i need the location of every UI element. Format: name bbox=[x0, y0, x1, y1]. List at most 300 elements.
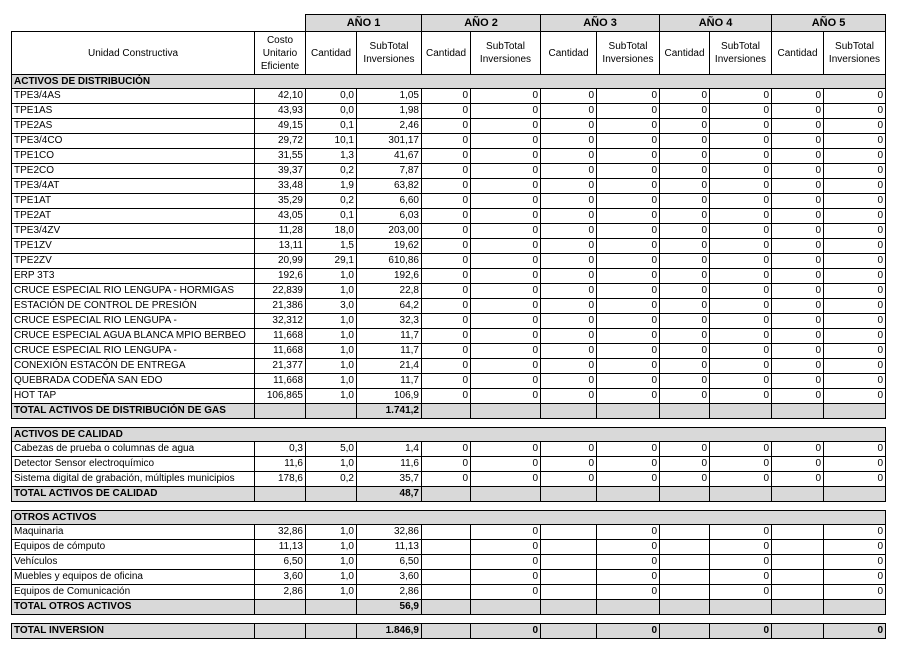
year-4-subtotal: 0 bbox=[710, 472, 772, 487]
unit-name: TPE2CO bbox=[12, 164, 255, 179]
year-2-quantity: 0 bbox=[422, 344, 471, 359]
year-3-subtotal: 0 bbox=[597, 525, 660, 540]
year-3-subtotal: 0 bbox=[597, 224, 660, 239]
year-3-quantity: 0 bbox=[541, 224, 597, 239]
year-3-subtotal: 0 bbox=[597, 472, 660, 487]
year-3-grand-total: 0 bbox=[597, 624, 660, 639]
table-row bbox=[12, 472, 886, 487]
year-1-quantity: 1,9 bbox=[306, 179, 357, 194]
year-3-qty-header: Cantidad bbox=[541, 32, 597, 75]
year-5-subtotal: 0 bbox=[824, 457, 886, 472]
year-4-subtotal: 0 bbox=[710, 224, 772, 239]
unit-cost: 11,668 bbox=[255, 329, 306, 344]
year-5-subtotal: 0 bbox=[824, 104, 886, 119]
year-1-subtotal: 1,4 bbox=[357, 442, 422, 457]
year-2-subtotal: 0 bbox=[471, 389, 541, 404]
year-5-subtotal: 0 bbox=[824, 329, 886, 344]
year-3-quantity: 0 bbox=[541, 442, 597, 457]
unit-name: Equipos de cómputo bbox=[12, 540, 255, 555]
year-3-subtotal: 0 bbox=[597, 149, 660, 164]
year-2-header: AÑO 2 bbox=[422, 15, 541, 32]
year-2-subtotal: 0 bbox=[471, 359, 541, 374]
year-5-subtotal: 0 bbox=[824, 134, 886, 149]
year-2-quantity: 0 bbox=[422, 134, 471, 149]
spacer-row bbox=[12, 502, 886, 511]
empty-cell bbox=[597, 600, 660, 615]
year-3-quantity: 0 bbox=[541, 374, 597, 389]
unit-cost: 42,10 bbox=[255, 89, 306, 104]
table-row bbox=[12, 389, 886, 404]
year-5-quantity: 0 bbox=[772, 209, 824, 224]
unit-name: TPE2AT bbox=[12, 209, 255, 224]
year-3-quantity: 0 bbox=[541, 389, 597, 404]
year-2-subtotal: 0 bbox=[471, 344, 541, 359]
year-5-subtotal: 0 bbox=[824, 389, 886, 404]
year-5-quantity: 0 bbox=[772, 164, 824, 179]
year-1-subtotal: 11,13 bbox=[357, 540, 422, 555]
year-4-quantity: 0 bbox=[660, 194, 710, 209]
year-5-quantity: 0 bbox=[772, 359, 824, 374]
unit-name: Maquinaria bbox=[12, 525, 255, 540]
empty-cell bbox=[772, 624, 824, 639]
year-3-subtotal: 0 bbox=[597, 585, 660, 600]
unit-cost: 32,312 bbox=[255, 314, 306, 329]
grand-total-label: TOTAL INVERSION bbox=[12, 624, 255, 639]
spacer bbox=[12, 502, 886, 511]
year-2-subtotal: 0 bbox=[471, 209, 541, 224]
year-4-subtotal: 0 bbox=[710, 134, 772, 149]
year-2-subtotal: 0 bbox=[471, 329, 541, 344]
section-total-label: TOTAL ACTIVOS DE CALIDAD bbox=[12, 487, 255, 502]
empty-cell bbox=[824, 487, 886, 502]
year-4-subtotal: 0 bbox=[710, 239, 772, 254]
year-1-header: AÑO 1 bbox=[306, 15, 422, 32]
year-4-subtotal: 0 bbox=[710, 457, 772, 472]
empty-cell bbox=[255, 404, 306, 419]
year-3-subtotal: 0 bbox=[597, 164, 660, 179]
section-title: OTROS ACTIVOS bbox=[12, 511, 886, 525]
year-5-subtotal: 0 bbox=[824, 239, 886, 254]
year-5-subtotal: 0 bbox=[824, 194, 886, 209]
empty-cell bbox=[660, 487, 710, 502]
empty-cell bbox=[422, 404, 471, 419]
year-5-quantity: 0 bbox=[772, 194, 824, 209]
year-2-subtotal: 0 bbox=[471, 540, 541, 555]
year-3-quantity: 0 bbox=[541, 359, 597, 374]
year-4-quantity: 0 bbox=[660, 164, 710, 179]
year-4-quantity: 0 bbox=[660, 374, 710, 389]
unit-name: Sistema digital de grabación, múltiples municipios bbox=[12, 472, 255, 487]
year-1-subtotal: 1,05 bbox=[357, 89, 422, 104]
unit-cost: 11,668 bbox=[255, 344, 306, 359]
year-5-subtotal: 0 bbox=[824, 269, 886, 284]
unit-name: Equipos de Comunicación bbox=[12, 585, 255, 600]
unit-name: TPE1AT bbox=[12, 194, 255, 209]
unit-cost: 2,86 bbox=[255, 585, 306, 600]
year-3-subtotal: 0 bbox=[597, 119, 660, 134]
table-row bbox=[12, 457, 886, 472]
year-3-subtotal: 0 bbox=[597, 269, 660, 284]
year-2-quantity bbox=[422, 540, 471, 555]
year-5-subtotal: 0 bbox=[824, 525, 886, 540]
section-total-row bbox=[12, 404, 886, 419]
unit-name: CRUCE ESPECIAL AGUA BLANCA MPIO BERBEO bbox=[12, 329, 255, 344]
table-row bbox=[12, 299, 886, 314]
year-5-quantity bbox=[772, 585, 824, 600]
year-5-quantity: 0 bbox=[772, 389, 824, 404]
year-3-subtotal: 0 bbox=[597, 442, 660, 457]
year-1-subtotal: 1,98 bbox=[357, 104, 422, 119]
year-3-subtotal: 0 bbox=[597, 457, 660, 472]
table-row bbox=[12, 555, 886, 570]
unit-name: TPE1AS bbox=[12, 104, 255, 119]
year-3-subtotal-header: SubTotal Inversiones bbox=[597, 32, 660, 75]
unit-name: TPE1ZV bbox=[12, 239, 255, 254]
year-4-quantity: 0 bbox=[660, 134, 710, 149]
spacer-row bbox=[12, 615, 886, 624]
year-1-quantity: 1,0 bbox=[306, 359, 357, 374]
unit-cost: 6,50 bbox=[255, 555, 306, 570]
year-3-quantity: 0 bbox=[541, 134, 597, 149]
year-4-subtotal: 0 bbox=[710, 164, 772, 179]
empty-cell bbox=[306, 624, 357, 639]
unit-name: ESTACIÓN DE CONTROL DE PRESIÓN bbox=[12, 299, 255, 314]
year-4-quantity: 0 bbox=[660, 209, 710, 224]
year-1-subtotal: 19,62 bbox=[357, 239, 422, 254]
unit-cost: 11,668 bbox=[255, 374, 306, 389]
table-row bbox=[12, 314, 886, 329]
empty-cell bbox=[710, 487, 772, 502]
table-row bbox=[12, 344, 886, 359]
year-1-subtotal: 64,2 bbox=[357, 299, 422, 314]
year-2-subtotal-header: SubTotal Inversiones bbox=[471, 32, 541, 75]
year-2-quantity: 0 bbox=[422, 209, 471, 224]
year-4-subtotal: 0 bbox=[710, 359, 772, 374]
year-2-quantity: 0 bbox=[422, 224, 471, 239]
section-total-value: 48,7 bbox=[357, 487, 422, 502]
year-3-quantity: 0 bbox=[541, 194, 597, 209]
year-4-subtotal: 0 bbox=[710, 194, 772, 209]
year-1-quantity: 1,3 bbox=[306, 149, 357, 164]
unit-cost: 43,93 bbox=[255, 104, 306, 119]
year-1-subtotal: 11,7 bbox=[357, 329, 422, 344]
empty-cell bbox=[660, 404, 710, 419]
year-2-quantity bbox=[422, 525, 471, 540]
year-3-quantity: 0 bbox=[541, 164, 597, 179]
unit-name: TPE3/4CO bbox=[12, 134, 255, 149]
year-5-subtotal: 0 bbox=[824, 299, 886, 314]
year-2-quantity bbox=[422, 585, 471, 600]
year-4-quantity: 0 bbox=[660, 104, 710, 119]
year-3-subtotal: 0 bbox=[597, 239, 660, 254]
year-3-quantity: 0 bbox=[541, 329, 597, 344]
table-row bbox=[12, 89, 886, 104]
year-4-quantity: 0 bbox=[660, 254, 710, 269]
year-1-subtotal: 32,86 bbox=[357, 525, 422, 540]
year-2-quantity: 0 bbox=[422, 329, 471, 344]
year-3-subtotal: 0 bbox=[597, 359, 660, 374]
investment-table bbox=[11, 14, 886, 639]
year-4-subtotal-header: SubTotal Inversiones bbox=[710, 32, 772, 75]
year-5-subtotal: 0 bbox=[824, 555, 886, 570]
year-2-subtotal: 0 bbox=[471, 442, 541, 457]
year-3-subtotal: 0 bbox=[597, 314, 660, 329]
year-2-subtotal: 0 bbox=[471, 164, 541, 179]
unit-cost: 13,11 bbox=[255, 239, 306, 254]
year-3-quantity bbox=[541, 585, 597, 600]
year-5-quantity bbox=[772, 540, 824, 555]
empty-cell bbox=[255, 487, 306, 502]
table-row bbox=[12, 119, 886, 134]
year-1-subtotal: 7,87 bbox=[357, 164, 422, 179]
year-2-subtotal: 0 bbox=[471, 374, 541, 389]
year-2-quantity: 0 bbox=[422, 472, 471, 487]
empty-cell bbox=[306, 487, 357, 502]
unit-cost: 11,6 bbox=[255, 457, 306, 472]
year-1-subtotal: 2,86 bbox=[357, 585, 422, 600]
year-2-quantity: 0 bbox=[422, 359, 471, 374]
cost-column-header: Costo Unitario Eficiente bbox=[255, 32, 306, 75]
year-1-quantity: 1,0 bbox=[306, 284, 357, 299]
year-3-quantity: 0 bbox=[541, 314, 597, 329]
year-4-subtotal: 0 bbox=[710, 119, 772, 134]
empty-cell bbox=[772, 600, 824, 615]
empty-cell bbox=[422, 600, 471, 615]
year-4-subtotal: 0 bbox=[710, 389, 772, 404]
year-1-quantity: 0,1 bbox=[306, 209, 357, 224]
unit-cost: 106,865 bbox=[255, 389, 306, 404]
unit-name: Muebles y equipos de oficina bbox=[12, 570, 255, 585]
year-5-quantity bbox=[772, 525, 824, 540]
empty-cell bbox=[471, 487, 541, 502]
year-4-quantity: 0 bbox=[660, 89, 710, 104]
year-4-quantity bbox=[660, 585, 710, 600]
empty-cell bbox=[824, 600, 886, 615]
unit-cost: 11,28 bbox=[255, 224, 306, 239]
empty-cell bbox=[541, 404, 597, 419]
year-1-quantity: 0,2 bbox=[306, 194, 357, 209]
year-5-quantity: 0 bbox=[772, 104, 824, 119]
year-2-subtotal: 0 bbox=[471, 269, 541, 284]
year-5-quantity: 0 bbox=[772, 314, 824, 329]
year-3-subtotal: 0 bbox=[597, 555, 660, 570]
year-4-quantity: 0 bbox=[660, 314, 710, 329]
unit-name: CONEXIÓN ESTACÓN DE ENTREGA bbox=[12, 359, 255, 374]
section-total-row bbox=[12, 600, 886, 615]
year-4-grand-total: 0 bbox=[710, 624, 772, 639]
year-5-quantity: 0 bbox=[772, 179, 824, 194]
year-5-subtotal: 0 bbox=[824, 149, 886, 164]
year-4-subtotal: 0 bbox=[710, 314, 772, 329]
year-5-subtotal: 0 bbox=[824, 570, 886, 585]
unit-name: TPE3/4ZV bbox=[12, 224, 255, 239]
section-total-row bbox=[12, 487, 886, 502]
table-row bbox=[12, 525, 886, 540]
year-4-quantity: 0 bbox=[660, 344, 710, 359]
year-4-quantity: 0 bbox=[660, 299, 710, 314]
year-5-subtotal: 0 bbox=[824, 179, 886, 194]
year-4-quantity: 0 bbox=[660, 284, 710, 299]
year-2-subtotal: 0 bbox=[471, 194, 541, 209]
year-3-subtotal: 0 bbox=[597, 389, 660, 404]
year-3-subtotal: 0 bbox=[597, 194, 660, 209]
year-3-subtotal: 0 bbox=[597, 374, 660, 389]
year-2-subtotal: 0 bbox=[471, 239, 541, 254]
year-1-subtotal: 203,00 bbox=[357, 224, 422, 239]
empty-cell bbox=[660, 600, 710, 615]
year-5-quantity: 0 bbox=[772, 239, 824, 254]
table-row bbox=[12, 284, 886, 299]
year-3-quantity: 0 bbox=[541, 179, 597, 194]
table-row bbox=[12, 149, 886, 164]
year-2-quantity: 0 bbox=[422, 442, 471, 457]
year-4-header: AÑO 4 bbox=[660, 15, 772, 32]
year-5-subtotal: 0 bbox=[824, 209, 886, 224]
year-1-subtotal: 106,9 bbox=[357, 389, 422, 404]
year-1-quantity: 18,0 bbox=[306, 224, 357, 239]
empty-cell bbox=[541, 624, 597, 639]
unit-cost: 192,6 bbox=[255, 269, 306, 284]
year-1-subtotal: 301,17 bbox=[357, 134, 422, 149]
section-total-value: 1.741,2 bbox=[357, 404, 422, 419]
year-1-subtotal: 6,50 bbox=[357, 555, 422, 570]
year-3-quantity: 0 bbox=[541, 89, 597, 104]
year-4-quantity: 0 bbox=[660, 359, 710, 374]
year-2-quantity: 0 bbox=[422, 194, 471, 209]
year-4-quantity: 0 bbox=[660, 239, 710, 254]
year-4-quantity: 0 bbox=[660, 269, 710, 284]
table-row bbox=[12, 224, 886, 239]
year-4-quantity: 0 bbox=[660, 179, 710, 194]
year-2-quantity bbox=[422, 555, 471, 570]
year-2-subtotal: 0 bbox=[471, 585, 541, 600]
year-4-subtotal: 0 bbox=[710, 585, 772, 600]
year-3-quantity bbox=[541, 540, 597, 555]
year-1-quantity: 1,0 bbox=[306, 344, 357, 359]
year-3-subtotal: 0 bbox=[597, 344, 660, 359]
year-2-subtotal: 0 bbox=[471, 299, 541, 314]
year-4-quantity: 0 bbox=[660, 329, 710, 344]
year-2-subtotal: 0 bbox=[471, 457, 541, 472]
empty-cell bbox=[422, 624, 471, 639]
year-1-subtotal: 6,03 bbox=[357, 209, 422, 224]
year-5-subtotal: 0 bbox=[824, 224, 886, 239]
year-3-subtotal: 0 bbox=[597, 570, 660, 585]
year-4-quantity bbox=[660, 525, 710, 540]
year-5-subtotal: 0 bbox=[824, 585, 886, 600]
column-header-row bbox=[12, 32, 886, 75]
year-1-subtotal: 21,4 bbox=[357, 359, 422, 374]
year-4-quantity bbox=[660, 540, 710, 555]
unit-cost: 31,55 bbox=[255, 149, 306, 164]
year-2-subtotal: 0 bbox=[471, 472, 541, 487]
table-row bbox=[12, 179, 886, 194]
year-2-quantity: 0 bbox=[422, 89, 471, 104]
year-3-quantity: 0 bbox=[541, 269, 597, 284]
year-4-subtotal: 0 bbox=[710, 269, 772, 284]
year-2-quantity: 0 bbox=[422, 389, 471, 404]
year-2-quantity: 0 bbox=[422, 119, 471, 134]
unit-cost: 178,6 bbox=[255, 472, 306, 487]
year-4-subtotal: 0 bbox=[710, 149, 772, 164]
year-3-quantity: 0 bbox=[541, 239, 597, 254]
year-5-quantity: 0 bbox=[772, 89, 824, 104]
unit-name: Cabezas de prueba o columnas de agua bbox=[12, 442, 255, 457]
year-5-quantity: 0 bbox=[772, 134, 824, 149]
year-1-quantity: 0,1 bbox=[306, 119, 357, 134]
empty-cell bbox=[772, 487, 824, 502]
year-5-quantity: 0 bbox=[772, 119, 824, 134]
year-1-subtotal: 35,7 bbox=[357, 472, 422, 487]
year-1-subtotal: 22,8 bbox=[357, 284, 422, 299]
investment-table-container bbox=[11, 14, 886, 639]
year-1-quantity: 1,0 bbox=[306, 389, 357, 404]
year-5-subtotal: 0 bbox=[824, 89, 886, 104]
table-row bbox=[12, 585, 886, 600]
year-1-subtotal-header: SubTotal Inversiones bbox=[357, 32, 422, 75]
year-1-subtotal: 41,67 bbox=[357, 149, 422, 164]
table-row bbox=[12, 374, 886, 389]
year-1-subtotal: 2,46 bbox=[357, 119, 422, 134]
table-row bbox=[12, 134, 886, 149]
year-2-quantity bbox=[422, 570, 471, 585]
unit-name: QUEBRADA CODEÑA SAN EDO bbox=[12, 374, 255, 389]
year-4-quantity: 0 bbox=[660, 472, 710, 487]
unit-name: TPE3/4AT bbox=[12, 179, 255, 194]
section-total-label: TOTAL OTROS ACTIVOS bbox=[12, 600, 255, 615]
year-5-subtotal: 0 bbox=[824, 344, 886, 359]
year-4-subtotal: 0 bbox=[710, 209, 772, 224]
year-1-quantity: 1,0 bbox=[306, 314, 357, 329]
unit-name: TPE3/4AS bbox=[12, 89, 255, 104]
grand-total-row bbox=[12, 624, 886, 639]
table-row bbox=[12, 254, 886, 269]
grand-total-value: 1.846,9 bbox=[357, 624, 422, 639]
year-5-quantity: 0 bbox=[772, 344, 824, 359]
year-2-subtotal: 0 bbox=[471, 224, 541, 239]
unit-cost: 20,99 bbox=[255, 254, 306, 269]
year-1-subtotal: 11,6 bbox=[357, 457, 422, 472]
year-1-quantity: 1,0 bbox=[306, 457, 357, 472]
year-5-subtotal-header: SubTotal Inversiones bbox=[824, 32, 886, 75]
year-2-quantity: 0 bbox=[422, 299, 471, 314]
year-2-subtotal: 0 bbox=[471, 314, 541, 329]
year-5-quantity: 0 bbox=[772, 457, 824, 472]
year-4-subtotal: 0 bbox=[710, 570, 772, 585]
year-4-subtotal: 0 bbox=[710, 555, 772, 570]
year-2-subtotal: 0 bbox=[471, 179, 541, 194]
unit-cost: 21,377 bbox=[255, 359, 306, 374]
year-2-subtotal: 0 bbox=[471, 119, 541, 134]
year-3-subtotal: 0 bbox=[597, 179, 660, 194]
empty-cell bbox=[824, 404, 886, 419]
year-5-quantity: 0 bbox=[772, 254, 824, 269]
unit-name: HOT TAP bbox=[12, 389, 255, 404]
year-2-quantity: 0 bbox=[422, 164, 471, 179]
empty-cell bbox=[306, 404, 357, 419]
year-2-quantity: 0 bbox=[422, 254, 471, 269]
year-5-subtotal: 0 bbox=[824, 164, 886, 179]
year-3-quantity: 0 bbox=[541, 284, 597, 299]
year-3-subtotal: 0 bbox=[597, 254, 660, 269]
year-5-subtotal: 0 bbox=[824, 119, 886, 134]
empty-cell bbox=[772, 404, 824, 419]
empty-cell bbox=[306, 600, 357, 615]
table-row bbox=[12, 329, 886, 344]
unit-cost: 0,3 bbox=[255, 442, 306, 457]
table-row bbox=[12, 164, 886, 179]
section-title: ACTIVOS DE DISTRIBUCIÓN bbox=[12, 75, 886, 89]
